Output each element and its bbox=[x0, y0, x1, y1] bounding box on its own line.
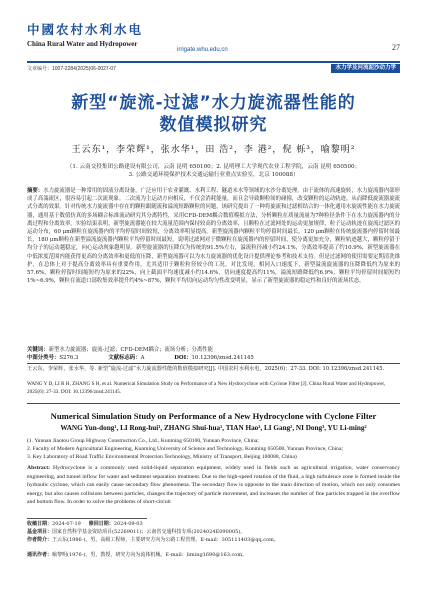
affiliations-cn bbox=[40, 163, 387, 179]
abstract-cn-text: 水力旋流器是一种常用的固液分离设备，广泛应用于农业灌溉、水利工程、隧道未水等领域的水沙分离处理。由于流体的高速旋转，水力旋流器内部形成了高湍流区，很容易引起二次流现象。二次流为主运动方向相反，不仅会消耗能量，而且会导致颗粒间的碰撞，改变颗粒的运动轨迹，从而降低旋流器旋流式分离的效果。针对传统水力旋流器中存在的颗粒跟随流和溢流短路颗粒的问题，该研究提出了一种将旋流和过滤相结合的一体化通用水旋流性能在水力旋流器，通用基于数值仿真的多场耦合标准流动研究其分离特性，采用CFD-DEM耦合数值模拟方法，分析颗粒在质量流量为7种粒径条件下在水力旋流器内的分离过程和分离效率。实验结果表明，新型旋流器能在较大流量范围内保持较高的分离效率，且颗粒在过滤网处的运动更加规律，粒子运动轨迹在旋流过滤区的运动分布，60 μm颗粒在旋流器内的平均停留时间较短，分离效率明显提高。新型旋流器内颗粒平均停留时间最长，120 μm颗粒在传统旋流器内停留时间最长，180 μm颗粒在新型溢流旋流器内颗粒平均停留时间最短。说明过滤网对于微颗粒在旋流器内的停留时间，使分离更加充分，颗粒轨迹越大，颗粒停留于均分子的运动越稳定，向心运动现象越明显。新型旋流器的压降仅为传统的91.5%左右，溢流粒径减小约24.1%，分离效率提高了约10.9%，新型旋流器在中低浓度范围内能获得更高的分离效率和更低的压降，新型旋流器可以为水力旋流器的优化设计提供理论参考和技术支持。但是过滤网的使用需要定期清洗维护，在总体上对于提高分离效率具有重要作用，尤其适用于颗粒粒径较小的工况。对比发现，相同入口速度下，新型溢流旋流器的压降降低约为原来的57.6%，颗粒停留时间缩短约为原来的22%，向上截面平均速度减小约14.6%，切向速度提高约11%，溢流短路降低约6.9%，颗粒平均停留时间缩短约1%~6.9%，颗粒在流道口部收集效率提升约4%~87%，颗粒平均切向运动均匀性改变明显，显示了新型旋流器的稳定性和良好的流场状态。 bbox=[27, 188, 400, 285]
title-cn-line1: 新型“旋流-过滤”水力旋流器性能的 bbox=[71, 93, 356, 113]
citation-rule-top bbox=[27, 363, 400, 364]
authors-cn: 王云东¹，李荣辉¹，张水华¹，田 浩²，李 港²，倪 栎³，喻黎明² bbox=[71, 145, 356, 155]
abstract-en bbox=[27, 464, 400, 507]
footnote-rule bbox=[27, 518, 147, 519]
fund-text: 国家自然科学基金资助项目(52269011)；云南省交通科技专项(2024024E090005)。 bbox=[52, 529, 246, 535]
keywords-cn bbox=[27, 345, 400, 353]
abstract-cn-label: 摘要： bbox=[27, 188, 44, 194]
clc-label: 中图分类号： bbox=[27, 355, 60, 361]
doi-label: DOI： bbox=[174, 355, 192, 361]
keywords-cn-text: 新型水力旋流器；旋流-过滤；CFD-DEM耦合；流场分析；分离性能 bbox=[48, 347, 214, 353]
footnote-fund bbox=[27, 529, 400, 536]
journal-brand-en: China Rural Water and Hydropower bbox=[27, 40, 138, 48]
authors-en: WANG Yun-dong¹, LI Rong-hui¹, ZHANG Shui-hua¹, TIAN Hao², LI Gang², NI Dong³, YU Li-ming² bbox=[60, 424, 367, 432]
corresponding-text: 喻黎明(1976-)，男，教授，研究方向为流体机械。E-mail：liming1690@163.com。 bbox=[52, 552, 248, 558]
affiliation-en-line: 3. Key Laboratory of Road Traffic Environmental Protection Technology, Ministry of Transport, Beijing 100088, China) bbox=[27, 454, 297, 461]
clc-value: S276.3 bbox=[59, 355, 79, 361]
classification-cn bbox=[27, 353, 400, 361]
header-rule bbox=[27, 61, 400, 63]
author-bio-text: 王云东(1986-)，男，高级工程师，主要研究方向为公路工程管理。E-mail：305111403@qq.com。 bbox=[52, 537, 279, 543]
doi-value[interactable]: 10.12396/znsd.241145 bbox=[191, 355, 254, 361]
journal-brand-cn: 中國农村水利水电 bbox=[27, 22, 144, 37]
citation-rule-bottom bbox=[27, 403, 400, 404]
article-number: 文章编号：1007-2284(2025)06-0027-07 bbox=[27, 66, 116, 72]
corresponding-label: 通讯作者： bbox=[27, 552, 53, 558]
doc-code-value: A bbox=[140, 355, 145, 361]
affiliations-en bbox=[27, 437, 400, 462]
citation-cn: 王云东，李荣辉，张水华，等. 新型“旋流-过滤”水力旋流器性能的数值模拟研究[J]. 中国农村水利水电，2025(6)：27-33. DOI: 10.12396/znsd.241145. bbox=[27, 366, 385, 372]
received-label: 收稿日期： bbox=[27, 521, 53, 527]
affiliation-en-line: 2. Faculty of Modern Agricultural Engineering, Kunming University of Science and Technology, Kunming 650500, Yunnan Province, China; bbox=[27, 446, 344, 453]
revised-label: 修回日期： bbox=[88, 521, 114, 527]
abstract-cn bbox=[27, 187, 400, 285]
fund-label: 基金项目： bbox=[27, 529, 53, 535]
citation-en: WANG Y D, LI R H, ZHANG S H, et al. Numerical Simulation Study on Performance of a New Hydrocyclone with Cyclone Filter [J]. China Rural Water and Hydropower, 2025(6): 27-33. DOI: 10.12396/znsd.241145. bbox=[27, 381, 386, 395]
affiliation-cn-line: 3. 公路交通环境保护技术交通运输行业重点实验室，北京 100088） bbox=[128, 172, 299, 178]
title-cn-line2: 数值模拟研究 bbox=[159, 115, 268, 135]
affiliation-cn-line: （1. 云南交投集团公路建设有限公司，云南 昆明 650100；2. 昆明理工大学现代农业工程学院，云南 昆明 650500； bbox=[66, 164, 361, 170]
affiliation-en-line: (1. Yunnan Jiaotou Group Highway Construction Co., Ltd., Kunming 650100, Yunnan Province, China; bbox=[27, 438, 259, 444]
section-badge: 水力学及河流泥沙动力学 bbox=[331, 64, 400, 73]
revised-date: 2024-09-03 bbox=[113, 521, 143, 527]
footnote-author bbox=[27, 537, 400, 544]
journal-header bbox=[27, 20, 400, 60]
doc-code-label: 文献标志码： bbox=[108, 355, 141, 361]
received-date: 2024-07-19 bbox=[52, 521, 81, 527]
abstract-en-text: Hydrocyclone is a commonly used solid-liquid separation equipment, widely used in fields such as agricultural irrigation, water conservancy engineering, and tunnel inflow for water and sediment separation treatment. Due to the high-speed rotation of the fluid, a high turbulence zone is formed inside the hydraulic cyclone, which can easily cause secondary flow phenomena. The secondary flow is opposite to the main direction of motion, which not only consumes energy, but also causes collisions between particles, changes the trajectory of particle movement, and increases the number of fine particles trapped in the overflow and bottom flow. In order to solve the problems of short-circuit bbox=[27, 465, 400, 506]
footnote-corresponding bbox=[27, 552, 400, 559]
author-bio-label: 作者简介： bbox=[27, 537, 53, 543]
keywords-cn-label: 关键词： bbox=[27, 347, 49, 353]
abstract-en-label: Abstract: bbox=[27, 465, 51, 471]
footnote-dates bbox=[27, 521, 400, 528]
page-number: 27 bbox=[392, 43, 400, 52]
journal-url[interactable]: irrigate.whu.edu.cn bbox=[177, 47, 228, 53]
title-en: Numerical Simulation Study on Performance of a New Hydrocyclone with Cyclone Filter bbox=[50, 411, 377, 421]
